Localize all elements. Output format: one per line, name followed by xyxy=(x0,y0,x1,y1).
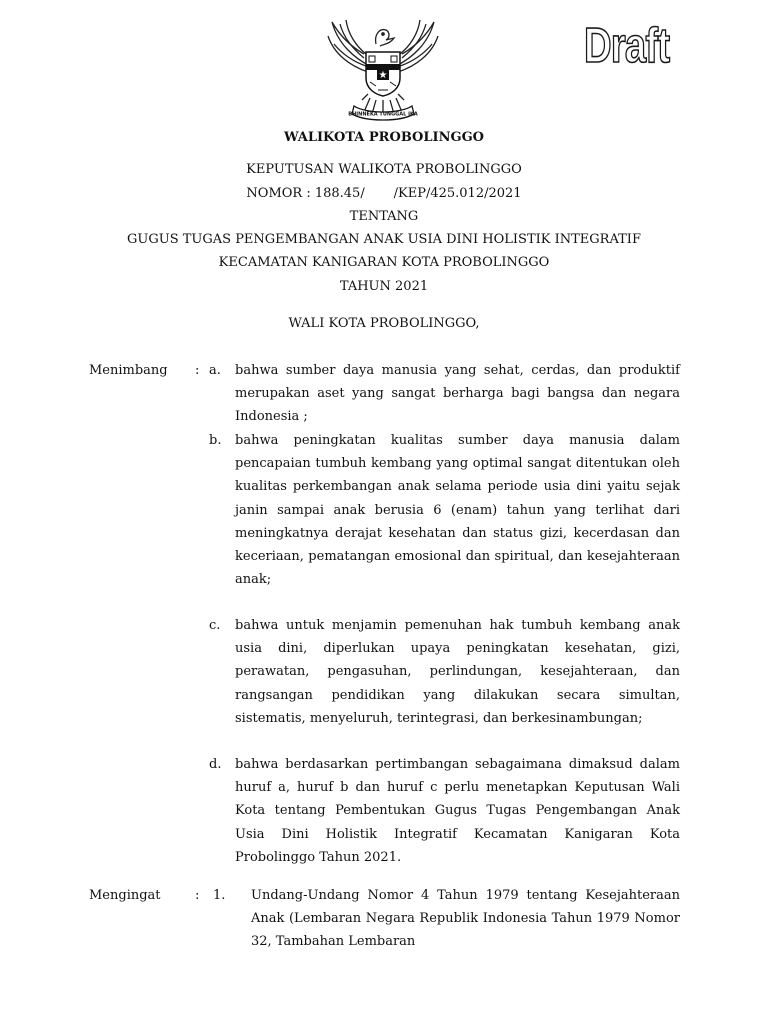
svg-text:★: ★ xyxy=(378,70,388,81)
mengingat-item-1-text: Undang-Undang Nomor 4 Tahun 1979 tentang Kesejahteraan Anak (Lembaran Negara Republik Indonesia Tahun 1979 Nomor 32, Tambahan Lembaran xyxy=(251,888,680,950)
mengingat-colon: : xyxy=(195,888,200,903)
menimbang-item-c-text: bahwa untuk menjamin pemenuhan hak tumbuh kembang anak usia dini, diperlukan upaya peningkatan kesehatan, gizi, perawatan, pengasuhan, perlindungan, kesejahteraan, dan rangsangan pendidikan yang dilakukan secara simultan, sistematis, menyeluruh, terintegrasi, dan berkesinambungan; xyxy=(235,618,680,726)
decree-number: NOMOR : 188.45/ /KEP/425.012/2021 xyxy=(246,186,522,201)
svg-text:BHINNEKA TUNGGAL IKA: BHINNEKA TUNGGAL IKA xyxy=(348,111,418,118)
menimbang-item-c-mark: c. xyxy=(209,618,221,633)
menimbang-item-d-text: bahwa berdasarkan pertimbangan sebagaimana dimaksud dalam huruf a, huruf b dan huruf c perlu menetapkan Keputusan Wali Kota tentang Pembentukan Gugus Tugas Pengembangan Anak Usia Dini Holistik Integratif Kecamatan Kanigaran Kota Probolinggo Tahun 2021. xyxy=(235,757,680,865)
menimbang-item-b-mark: b. xyxy=(209,433,222,448)
mengingat-label: Mengingat xyxy=(89,888,161,903)
mengingat-item-1-mark: 1. xyxy=(213,888,226,903)
decree-title: KEPUTUSAN WALIKOTA PROBOLINGGO xyxy=(246,162,522,177)
menimbang-item-a-mark: a. xyxy=(209,363,221,378)
year-line: TAHUN 2021 xyxy=(339,279,429,294)
authority-heading: WALIKOTA PROBOLINGGO xyxy=(283,130,484,145)
menimbang-item-d-mark: d. xyxy=(209,757,222,772)
menimbang-colon: : xyxy=(195,363,200,378)
draft-watermark: Draft xyxy=(584,19,670,73)
subject-line-1: GUGUS TUGAS PENGEMBANGAN ANAK USIA DINI HOLISTIK INTEGRATIF xyxy=(127,232,641,247)
menimbang-item-b-text: bahwa peningkatan kualitas sumber daya manusia dalam pencapaian tumbuh kembang yang optimal sangat ditentukan oleh kualitas perkembangan anak selama periode usia dini yaitu sejak janin sampai anak berusia 6 (enam) tahun yang terlihat dari meningkatnya derajat kesehatan dan status gizi, kecerdasan dan keceriaan, pematangan emosional dan spiritual, dan kesejahteraan anak; xyxy=(235,433,680,588)
subject-line-2: KECAMATAN KANIGARAN KOTA PROBOLINGGO xyxy=(218,255,550,270)
garuda-emblem-icon xyxy=(320,14,446,122)
issuer-heading: WALI KOTA PROBOLINGGO, xyxy=(288,316,480,331)
about-heading: TENTANG xyxy=(349,209,419,224)
menimbang-label: Menimbang xyxy=(89,363,168,378)
menimbang-item-a-text: bahwa sumber daya manusia yang sehat, cerdas, dan produktif merupakan aset yang sangat berharga bagi bangsa dan negara Indonesia ; xyxy=(235,363,680,425)
